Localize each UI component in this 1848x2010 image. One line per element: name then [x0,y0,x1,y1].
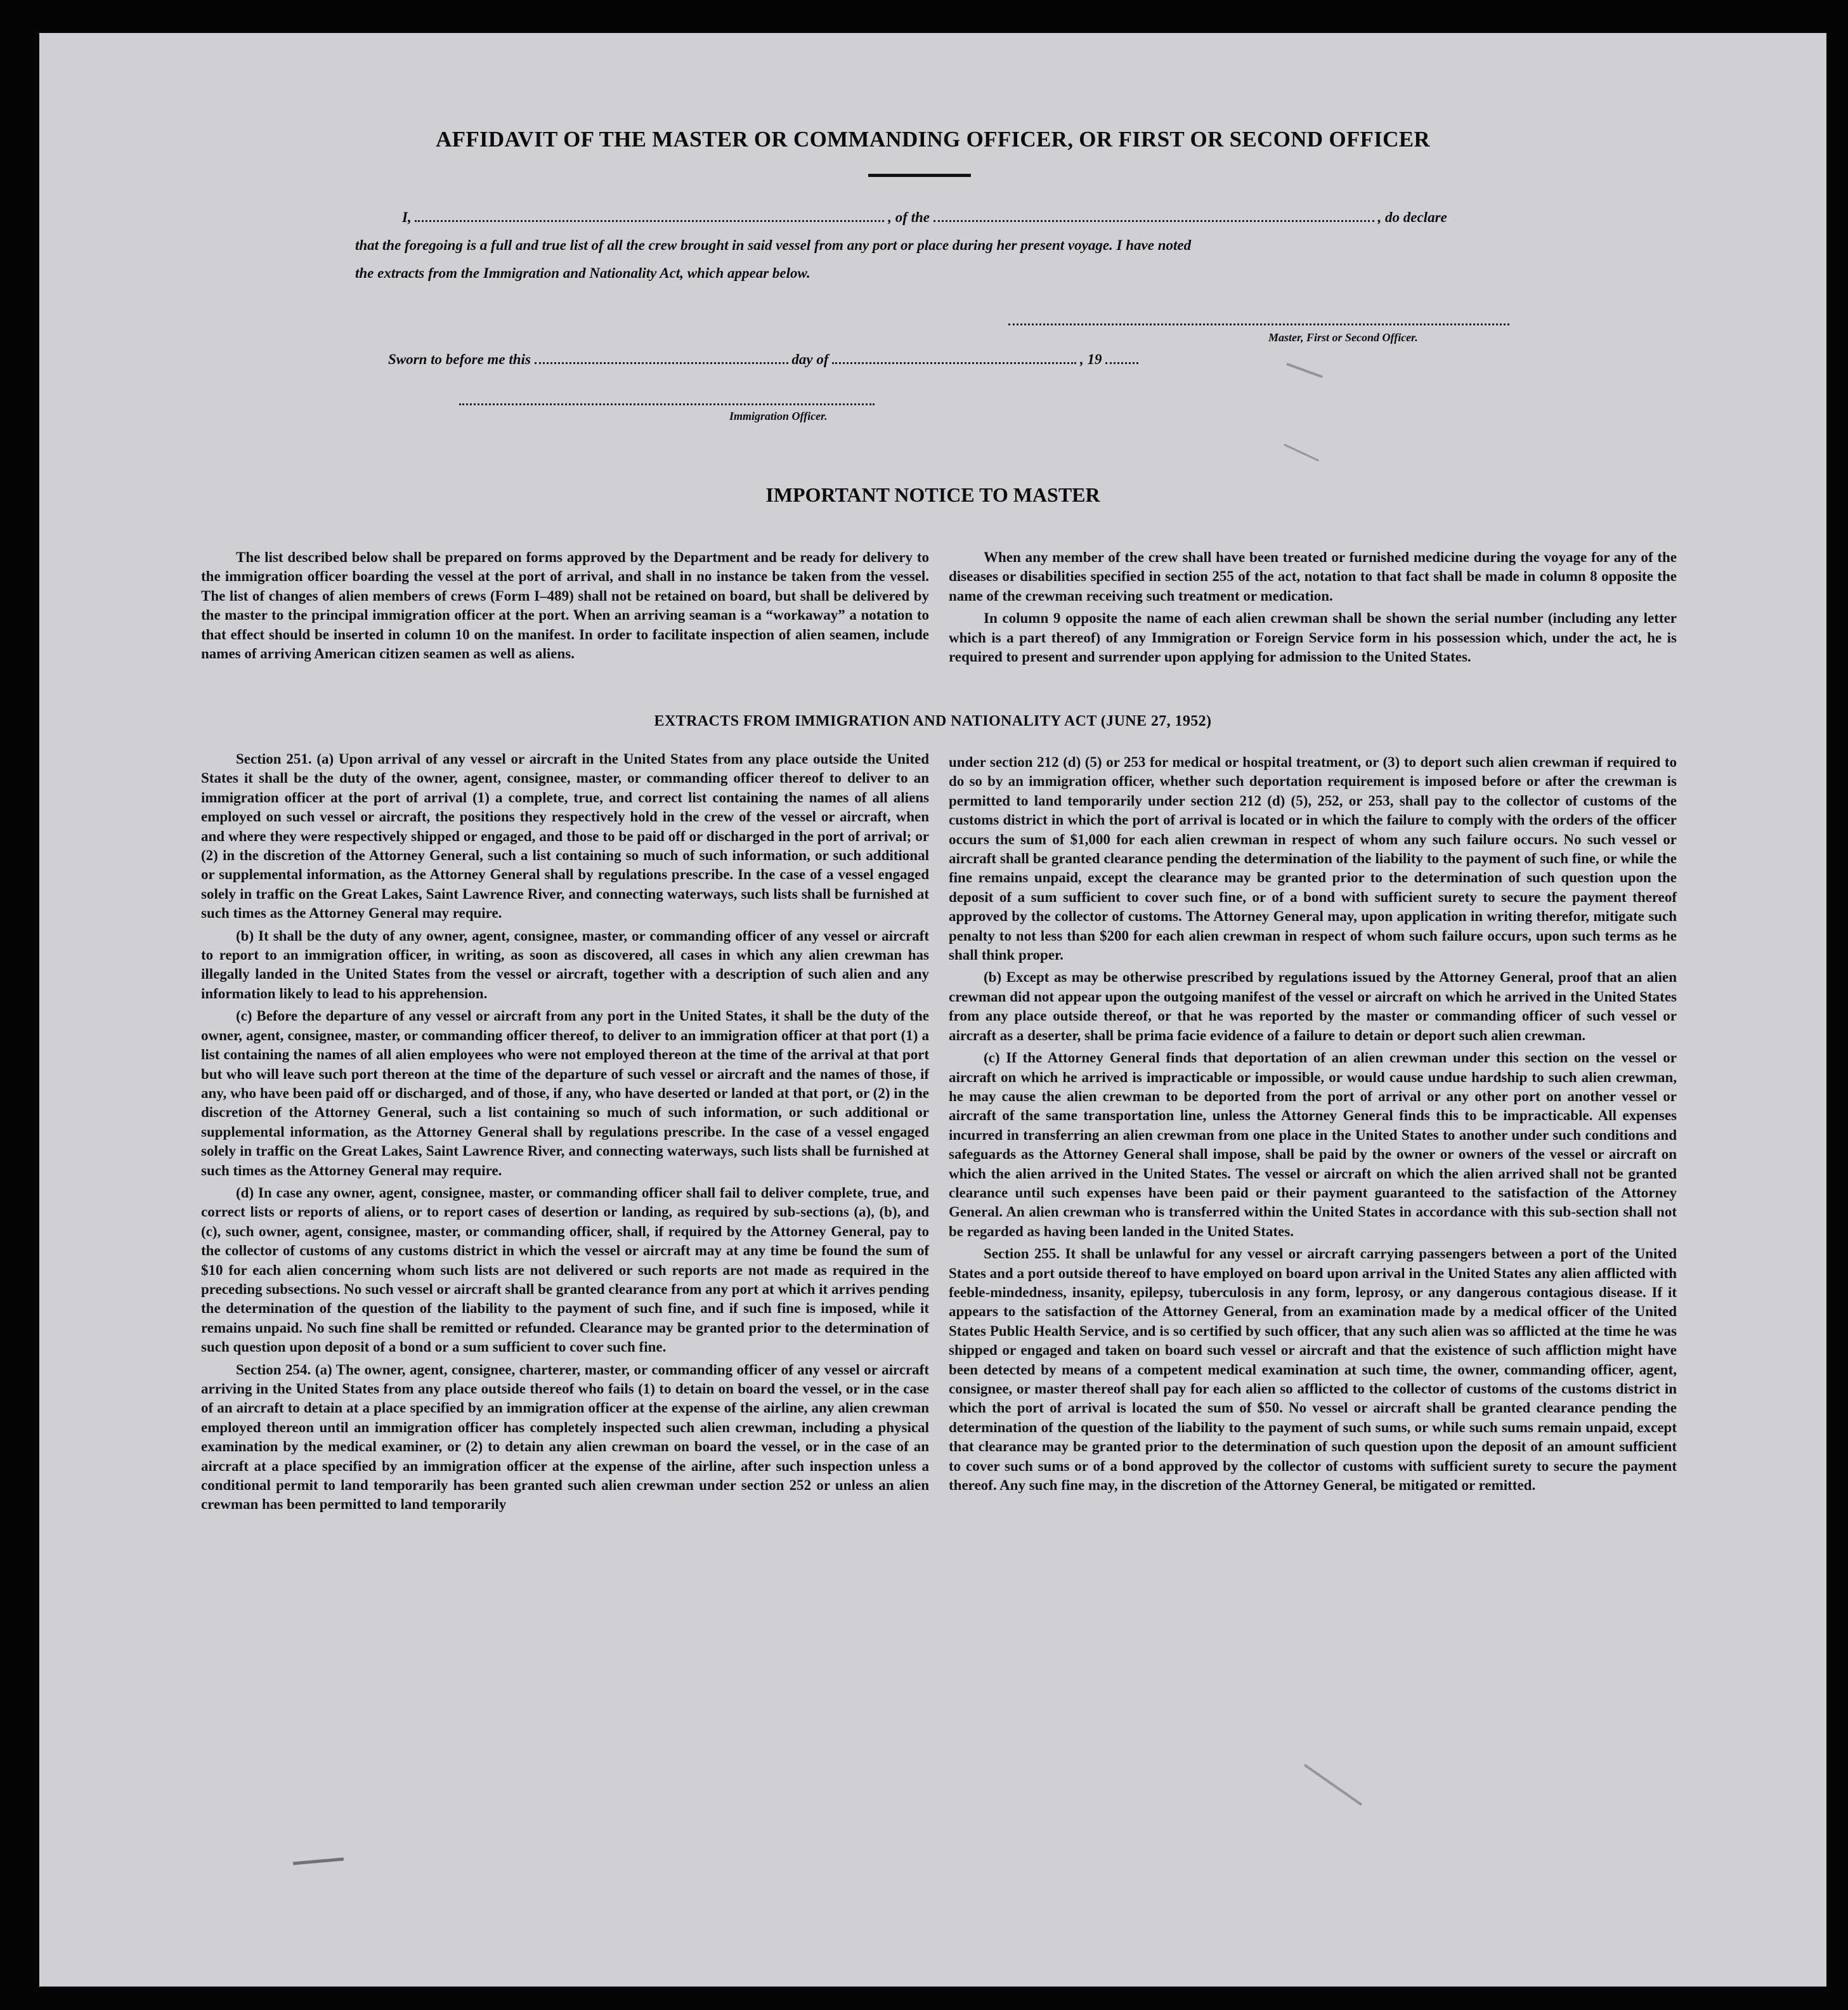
sworn-month-field[interactable] [832,357,1076,364]
immigration-officer-signature-line[interactable] [459,403,875,405]
sworn-day-of-label: day of [791,351,829,367]
sworn-year-field[interactable] [1105,357,1138,364]
scan-smudge [293,1858,344,1865]
section-paragraph: (d) In case any owner, agent, consignee, master, or commanding officer shall fail to deliver complete, true, and correct lists or reports of aliens, or to report cases of desertion or landing, as required by sub-sections (a), (b), and (c), such owner, agent, consignee, master, or commanding officer, shall, if required by the Attorney General, pay to the collector of customs of any customs district in which the vessel or aircraft may at any time be found the sum of $10 for each alien concerning whom such lists are not delivered or such reports are not made as required in the preceding subsections. No such vessel or aircraft shall be granted clearance from any port at which it arrives pending the determination of the question of the liability to the payment of such fine, and if such fine is imposed, while it remains unpaid. No such fine shall be remitted or refunded. Clearance may be granted prior to the determination of such question upon deposit of a bond or a sum sufficient to cover such fine. [201,1184,929,1355]
affidavit-declaration-line [402,209,1542,226]
notice-paragraph: In column 9 opposite the name of each alien crewman shall be shown the serial number (including any letter which is a part thereof) of any Immigration or Foreign Service form in his possession which, under the act, he is required to present and surrender upon applying for admission to the United States. [949,610,1677,665]
section-paragraph: under section 212 (d) (5) or 253 for medical or hospital treatment, or (3) to deport such alien crewman if required to do so by an immigration officer, whether such deportation requirement is imposed before or after the crewman is permitted to land temporarily under section 212 (d) (5), 252, or 253, shall pay to the collector of customs of the customs district in which the port of arrival is located or in which the failure to comply with the orders of the officer occurs the sum of $1,000 for each alien crewman in respect of whom any such failure occurs. No such vessel or aircraft shall be granted clearance pending the determination of the liability to the payment of such fine, or while the fine remains unpaid, except the clearance may be granted prior to the determination of such question upon the deposit of a sum sufficient to cover such fine, or of a bond with sufficient surety to secure the payment thereof approved by the collector of customs. The Attorney General may, upon application in writing therefor, mitigate such penalty to not less than $200 for each alien crewman in respect of whom such failure occurs, upon such terms as he shall think proper. [949,754,1677,963]
master-signature-label: Master, First or Second Officer. [1268,331,1418,344]
title-rule [868,174,971,177]
scan-smudge [1304,1764,1362,1806]
section-paragraph: Section 255. It shall be unlawful for any vessel or aircraft carrying passengers between a port of the United States and a port outside thereof to have employed on board upon arrival in the United States any alien afflicted with feeble-mindedness, insanity, epilepsy, tuberculosis in any form, leprosy, or any dangerous contagious disease. If it appears to the satisfaction of the Attorney General, from an examination made by a medical officer of the United States Public Health Service, and is so certified by such officer, that any such alien was so afflicted at the time he was shipped or engaged and taken on board such vessel or aircraft and that the existence of such affliction might have been detected by means of a competent medical examination at such time, the owner, commanding officer, agent, consignee, or master thereof shall pay for each alien so afflicted to the collector of customs of the customs district in which the port of arrival is located the sum of $50. No vessel or aircraft shall be granted clearance pending the determination of the question of the liability to the payment of such sums, or while such sums remain unpaid, except that clearance may be granted prior to the determination of such question upon the deposit of an amount sufficient to cover such sums or of a bond approved by the collector of customs with sufficient surety to secure the payment thereof. Any such fine may, in the discretion of the Attorney General, be mitigated or remitted. [949,1246,1677,1494]
affidavit-of-the-label: , of the [888,209,930,225]
notice-title: IMPORTANT NOTICE TO MASTER [765,483,1100,506]
sworn-year-label: , 19 [1080,351,1102,367]
section-paragraph: (c) If the Attorney General finds that deportation of an alien crewman under this section on the vessel or aircraft on which he arrived is impracticable or impossible, or would cause undue hardship to such alien crewman, he may cause the alien crewman to be deported from the port of arrival or any other port on another vessel or aircraft of the same transportation line, unless the Attorney General finds this to be impracticable. All expenses incurred in transferring an alien crewman from one place in the United States to another under such conditions and safeguards as the Attorney General shall impose, shall be paid by the owner or owners of the vessel or aircraft on which the alien arrived in the United States. The vessel or aircraft on which the alien arrived shall not be granted clearance until such expenses have been paid or their payment guaranteed to the satisfaction of the Attorney General. An alien crewman who is transferred within the United States in accordance with this sub-section shall not be regarded as having been landed in the United States. [949,1050,1677,1239]
extracts-left-column [201,750,929,1518]
immigration-officer-label: Immigration Officer. [729,410,828,422]
notice-paragraph: When any member of the crew shall have been treated or furnished medicine during the voyage for any of the diseases or disabilities specified in section 255 of the act, notation to that fact shall be made in column 8 opposite the name of the crewman receiving such treatment or medication. [949,549,1677,604]
sworn-day-field[interactable] [535,357,788,364]
master-signature-line[interactable] [1008,323,1509,325]
notice-left-column [201,548,929,667]
declarant-name-field[interactable] [415,215,884,222]
section-paragraph: (b) Except as may be otherwise prescribed by regulations issued by the Attorney General, proof that an alien crewman did not appear upon the outgoing manifest of the vessel or aircraft on which he arrived in the United States from any place outside thereof, or that he was reported by the master or commanding officer of such vessel or aircraft as a deserter, shall be prima facie evidence of a failure to detain or deport such alien crewman. [949,969,1677,1043]
sworn-line [388,351,1138,368]
affidavit-title: AFFIDAVIT OF THE MASTER OR COMMANDING OFFICER, OR FIRST OR SECOND OFFICER [436,127,1430,152]
affidavit-i-label: I, [402,209,412,225]
affidavit-statement-line-1: that the foregoing is a full and true list of all the crew brought in said vessel from any port or place during her present voyage. I have noted [355,237,1192,253]
notice-right-column [949,548,1677,670]
section-paragraph: (b) It shall be the duty of any owner, agent, consignee, master, or commanding officer of any vessel or aircraft to report to an immigration officer, in writing, as soon as discovered, all cases in which any alien crewman has illegally landed in the United States from the vessel or aircraft, together with a description of such alien and any information likely to lead to his apprehension. [201,927,929,1002]
section-paragraph: Section 254. (a) The owner, agent, consignee, charterer, master, or commanding officer of any vessel or aircraft arriving in the United States from any place outside thereof who fails (1) to detain on board the vessel, or in the case of an aircraft to detain at a place specified by an immigration officer at the expense of the airline, any alien crewman employed thereon until an immigration officer has completely inspected such alien crewman, including a physical examination by the medical examiner, or (2) to detain any alien crewman on board the vessel, or in the case of an aircraft at a place specified by an immigration officer at the expense of the airline, after such inspection unless a conditional permit to land temporarily has been granted such alien crewman under section 252 or unless an alien crewman has been permitted to land temporarily [201,1361,929,1513]
vessel-name-field[interactable] [934,215,1374,222]
document-page [39,33,1826,1987]
notice-paragraph: The list described below shall be prepared on forms approved by the Department and be ready for delivery to the immigration officer boarding the vessel at the port of arrival, and shall in no instance be taken from the vessel. The list of changes of alien members of crews (Form I–489) shall not be retained on board, but shall be delivered by the master to the principal immigration officer at the port. When an arriving seaman is a “workaway” a notation to that effect should be inserted in column 10 on the manifest. In order to facilitate inspection of alien seamen, include names of arriving American citizen seamen as well as aliens. [201,549,929,662]
scan-smudge [1284,443,1319,461]
extracts-title: EXTRACTS FROM IMMIGRATION AND NATIONALITY ACT (JUNE 27, 1952) [654,713,1212,729]
extracts-right-column [949,753,1677,1498]
section-paragraph: (c) Before the departure of any vessel or aircraft from any port in the United States, it shall be the duty of the owner, agent, consignee, master, or commanding officer thereof, to deliver to an immigration officer at that port (1) a list containing the names of all alien employees who were not employed thereon at the time of the arrival at that port but who will leave such port thereon at the time of the departure of such vessel or aircraft and the names of those, if any, who have been paid off or discharged, and of those, if any, who have deserted or landed at that port, or (2) in the discretion of the Attorney General, such a list containing so much of such information, or such additional or supplemental information, as the Attorney General shall by regulations prescribe. In the case of a vessel engaged solely in traffic on the Great Lakes, Saint Lawrence River, and connecting waterways, such lists shall be furnished at such times as the Attorney General may require. [201,1008,929,1178]
scan-smudge [1286,363,1323,378]
affidavit-statement-line-2: the extracts from the Immigration and Nationality Act, which appear below. [355,265,810,281]
section-paragraph: Section 251. (a) Upon arrival of any vessel or aircraft in the United States from any place outside the United States it shall be the duty of the owner, agent, consignee, master, or commanding officer thereof to deliver to an immigration officer at the port of arrival (1) a complete, true, and correct list containing the names of all aliens employed on such vessel or aircraft, the positions they respectively hold in the crew of the vessel or aircraft, when and where they were respectively shipped or engaged, and those to be paid off or discharged in the port of arrival; or (2) in the discretion of the Attorney General, such a list containing so much of such information, or such additional or supplemental information, as the Attorney General shall by regulations prescribe. In the case of a vessel engaged solely in traffic on the Great Lakes, Saint Lawrence River, and connecting waterways, such lists shall be furnished at such times as the Attorney General may require. [201,751,929,922]
sworn-prefix: Sworn to before me this [388,351,531,367]
affidavit-declare-label: , do declare [1377,209,1447,225]
